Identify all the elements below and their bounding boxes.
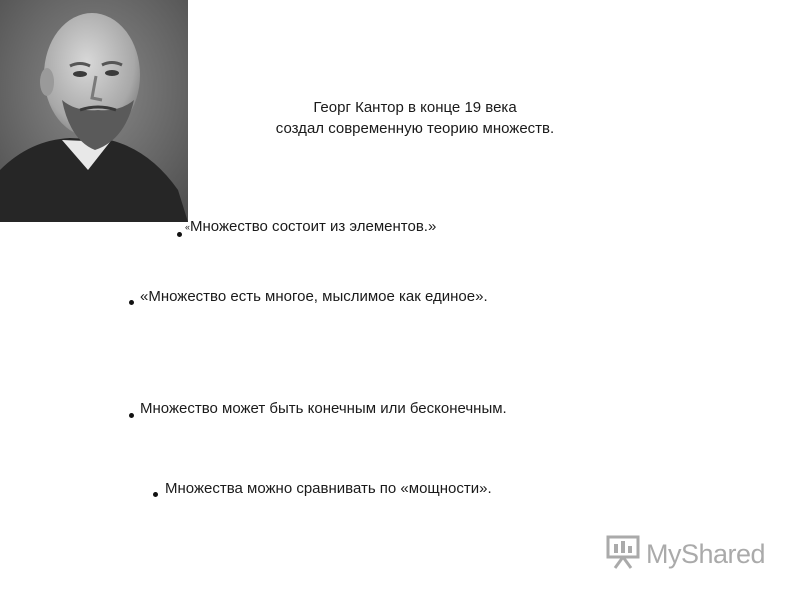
bullet-dot-1: [177, 232, 182, 237]
myshared-watermark: [606, 534, 765, 574]
watermark-text: MyShared: [646, 538, 766, 569]
bullet-1-text: Множество состоит из элементов.»: [190, 218, 437, 235]
bullet-dot-2: [129, 300, 134, 305]
heading-line-1: Георг Кантор в конце 19 века: [313, 99, 517, 116]
heading-line-2: создал современную теорию множеств.: [275, 120, 555, 137]
bullet-item-4: [165, 480, 492, 497]
bullet-item-1: [185, 218, 436, 235]
portrait-photo: [0, 0, 188, 222]
bullet-dot-3: [129, 413, 134, 418]
bullet-item-3: [140, 400, 507, 417]
presentation-board-icon: [606, 534, 640, 575]
bullet-3-text: Множество может быть конечным или бесконечным.: [140, 400, 507, 417]
slide-heading: [190, 97, 640, 139]
portrait-illustration: [0, 0, 188, 222]
bullet-2-text: «Множество есть многое, мыслимое как единое».: [140, 288, 488, 305]
bullet-1-prefix: «: [185, 222, 191, 232]
bullet-item-2: [140, 288, 488, 305]
bullet-dot-4: [153, 492, 158, 497]
bullet-4-text: Множества можно сравнивать по «мощности».: [165, 480, 492, 497]
